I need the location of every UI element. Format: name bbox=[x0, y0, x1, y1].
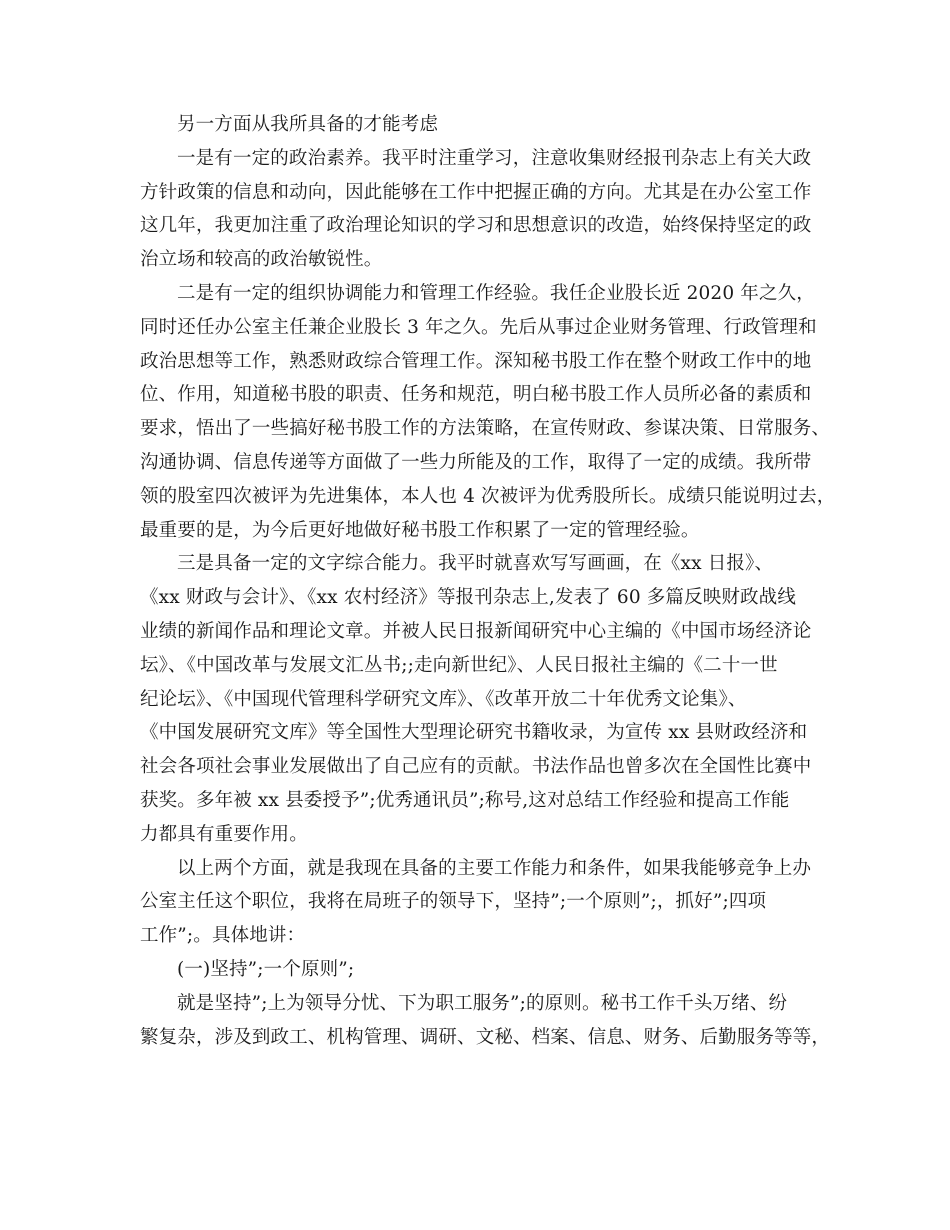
text-line: 领的股室四次被评为先进集体，本人也 4 次被评为优秀股所长。成绩只能说明过去， bbox=[140, 485, 836, 507]
text-line: 获奖。多年被 xx 县委授予”;优秀通讯员”;称号,这对总结工作经验和提高工作能 bbox=[140, 789, 790, 811]
text-line: 同时还任办公室主任兼企业股长 3 年之久。先后从事过企业财务管理、行政管理和 bbox=[140, 316, 817, 338]
paragraph-heading bbox=[140, 108, 823, 142]
paragraph-summary bbox=[140, 852, 823, 953]
text-line: 坛》、《中国改革与发展文汇丛书;;走向新世纪》、人民日报社主编的《二十一世 bbox=[140, 654, 778, 676]
text-line: 繁复杂，涉及到政工、机构管理、调研、文秘、档案、信息、财务、后勤服务等等， bbox=[140, 1026, 831, 1048]
text-line: 另一方面从我所具备的才能考虑 bbox=[177, 114, 439, 135]
text-line: 最重要的是，为今后更好地做好秘书股工作积累了一定的管理经验。 bbox=[140, 519, 700, 541]
text-line: 公室主任这个职位，我将在局班子的领导下，坚持”;一个原则”;，抓好”;四项 bbox=[140, 891, 767, 913]
text-line: 沟通协调、信息传递等方面做了一些力所能及的工作，取得了一定的成绩。我所带 bbox=[140, 451, 812, 473]
text-line: 《xx 财政与会计》、《xx 农村经济》等报刊杂志上,发表了 60 多篇反映财政战线 bbox=[140, 587, 796, 609]
paragraph-political-quality bbox=[140, 142, 823, 277]
text-line: 社会各项社会事业发展做出了自己应有的贡献。书法作品也曾多次在全国性比赛中 bbox=[140, 756, 812, 778]
text-line: 二是有一定的组织协调能力和管理工作经验。我任企业股长近 2020 年之久， bbox=[177, 282, 815, 304]
paragraph-principle bbox=[140, 987, 831, 1055]
paragraph-writing-ability bbox=[140, 547, 823, 851]
text-line: 工作”;。具体地讲： bbox=[140, 925, 306, 947]
text-line: 《中国发展研究文库》等全国性大型理论研究书籍收录，为宣传 xx 县财政经济和 bbox=[140, 722, 808, 744]
text-line: 治立场和较高的政治敏锐性。 bbox=[140, 249, 383, 271]
text-line: 业绩的新闻作品和理论文章。并被人民日报新闻研究中心主编的《中国市场经济论 bbox=[140, 620, 812, 642]
text-line: 纪论坛》、《中国现代管理科学研究文库》、《改革开放二十年优秀文论集》、 bbox=[140, 688, 747, 710]
text-line: 一是有一定的政治素养。我平时注重学习，注意收集财经报刊杂志上有关大政 bbox=[177, 147, 812, 169]
text-line: 三是具备一定的文字综合能力。我平时就喜欢写写画画，在《xx 日报》、 bbox=[177, 553, 774, 575]
text-line: 就是坚持”;上为领导分忧、下为职工服务”;的原则。秘书工作千头万绪、纷 bbox=[177, 992, 788, 1014]
text-line: 政治思想等工作，熟悉财政综合管理工作。深知秘书股工作在整个财政工作中的地 bbox=[140, 350, 812, 372]
document-body bbox=[140, 108, 836, 1054]
text-line: 这几年，我更加注重了政治理论知识的学习和思想意识的改造，始终保持坚定的政 bbox=[140, 215, 812, 237]
text-line: 以上两个方面，就是我现在具备的主要工作能力和条件，如果我能够竞争上办 bbox=[177, 857, 812, 879]
text-line: 力都具有重要作用。 bbox=[140, 823, 308, 845]
paragraph-section-heading bbox=[140, 953, 823, 987]
text-line: 位、作用，知道秘书股的职责、任务和规范，明白秘书股工作人员所必备的素质和 bbox=[140, 384, 812, 406]
text-line: 方针政策的信息和动向，因此能够在工作中把握正确的方向。尤其是在办公室工作 bbox=[140, 181, 812, 203]
text-line: 要求，悟出了一些搞好秘书股工作的方法策略，在宣传财政、参谋决策、日常服务、 bbox=[140, 418, 831, 440]
paragraph-coordination-ability bbox=[140, 277, 836, 547]
text-line: (一)坚持”;一个原则”; bbox=[177, 958, 355, 980]
